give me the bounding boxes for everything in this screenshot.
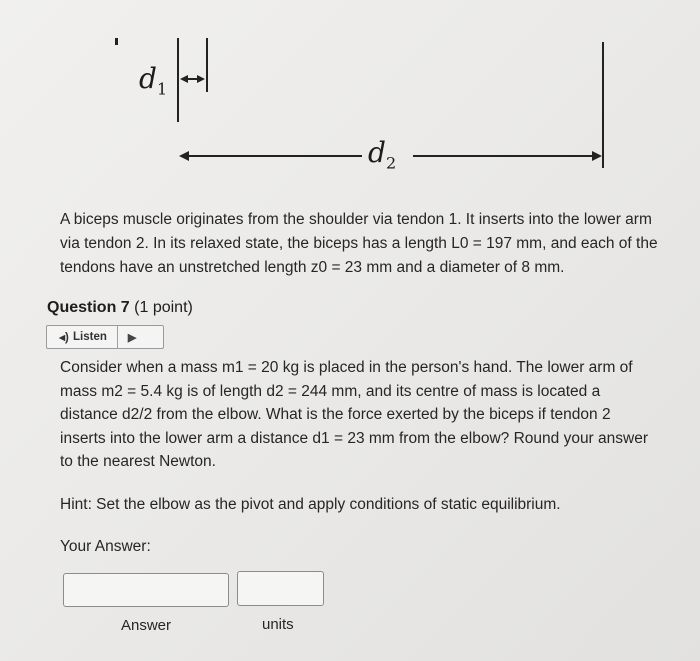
listen-button[interactable] <box>46 325 164 349</box>
play-icon[interactable]: ▶ <box>127 331 137 344</box>
units-caption: units <box>262 616 294 633</box>
hint-text: Hint: Set the elbow as the pivot and apply conditions of static equilibrium. <box>60 496 561 513</box>
units-input[interactable] <box>237 571 324 606</box>
answer-caption: Answer <box>121 617 172 634</box>
arm-diagram <box>0 0 700 200</box>
question-number: Question 7 <box>47 299 130 316</box>
listen-divider <box>117 326 118 348</box>
d2-label: $d_2$ <box>368 136 397 173</box>
listen-label: Listen <box>73 331 107 343</box>
answer-input[interactable] <box>63 573 229 607</box>
d1-label: $d_1$ <box>139 62 168 99</box>
speaker-icon: ◂) <box>59 332 69 344</box>
intro-paragraph: A biceps muscle originates from the shoulder via tendon 1. It inserts into the lower arm via tendon 2. In its relaxed state, the biceps has a length L0 = 197 mm, and each of the tendons have an unstretched length z0 = 23 mm and a diameter of 8 mm. <box>60 211 658 276</box>
your-answer-label: Your Answer: <box>60 538 151 555</box>
question-title <box>47 299 193 317</box>
question-body: Consider when a mass m1 = 20 kg is placed in the person's hand. The lower arm of mass m2 = 5.4 kg is of length d2 = 244 mm, and its centre of mass is located a distance d2/2 from the elbow. What is the force exerted by the biceps if tendon 2 inserts into the lower arm a distance d1 = 23 mm from the elbow? Round your answer to the nearest Newton. <box>60 359 648 470</box>
question-points: (1 point) <box>134 299 193 316</box>
